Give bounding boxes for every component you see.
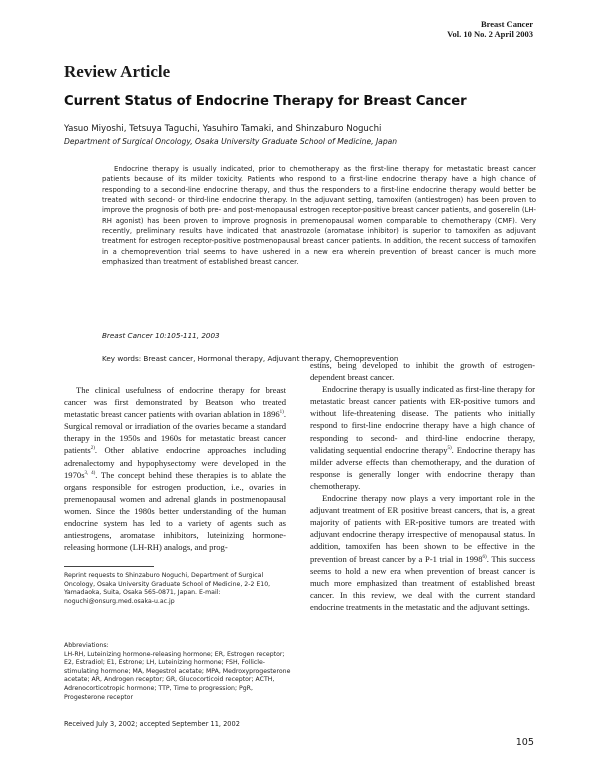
authors: Yasuo Miyoshi, Tetsuya Taguchi, Yasuhiro Tamaki, and Shinzaburo Noguchi xyxy=(64,124,382,134)
journal-name: Breast Cancer xyxy=(480,19,533,29)
body-text: . The concept behind these therapies is to ablate the organs responsible for estrogen production, i.e., ovaries in premenopausal women and adrenal glands in postmenopausal women. Since the 1980s better understanding of the human endocrine system has led to a variety of agents such as antiestrogens, aromatase inhibitors, luteinizing hormone-releasing hormone (LH-RH) analogs, and prog- xyxy=(64,469,286,553)
reference-marker: 3, 4) xyxy=(84,470,96,476)
citation: Breast Cancer 10:105-111, 2003 xyxy=(102,331,220,340)
journal-issue: Vol. 10 No. 2 April 2003 xyxy=(447,29,533,39)
affiliation: Department of Surgical Oncology, Osaka University Graduate School of Medicine, Japan xyxy=(64,137,398,146)
keywords: Key words: Breast cancer, Hormonal therapy, Adjuvant therapy, Chemoprevention xyxy=(102,354,399,363)
body-paragraph: estins, being developed to inhibit the growth of estrogen-dependent breast cancer. xyxy=(310,360,535,383)
received-dates: Received July 3, 2002; accepted September 11, 2002 xyxy=(64,720,240,728)
body-text: Endocrine therapy is usually indicated as first-line therapy for metastatic breast cancer patients with ER-positive tumors and without life-threatening disease. The patients who initially respond to first-line endocrine therapy have a high chance of responding to second- and third-line endocrine therapy, validating sequential endocrine therapy xyxy=(310,384,535,455)
body-paragraph xyxy=(310,492,535,613)
abbreviations-note xyxy=(64,642,292,702)
body-paragraph xyxy=(310,383,535,492)
abbreviations-text: LH-RH, Luteinizing hormone-releasing hormone; ER, Estrogen receptor; E2, Estradiol; E1, Estrone; LH, Luteinizing hormone; FSH, Follicle-stimulating hormone; MA, Megestrol acetate; MPA, Medroxyprogesterone acetate; AR, Androgen receptor; GR, Glucocorticoid receptor; ACTH, Adrenocorticotropic hormone; TTP, Time to progression; PgR, Progesterone receptor xyxy=(64,650,291,701)
body-text: . Other ablative endocrine approaches including adrenalectomy and hypophysectomy were developed in the 1970s xyxy=(64,445,286,480)
abbreviations-title: Abbreviations: xyxy=(64,642,109,649)
body-text: Endocrine therapy now plays a very important role in the adjuvant treatment of ER positive breast cancers, that is, a great majority of patients with ER-positive tumors are treated with adjuvant endocrine therapy irrespective of menopausal status. In addition, tamoxifen has been shown to be effective in the prevention of breast cancer by a P-1 trial in 1998 xyxy=(310,493,535,564)
body-right-column xyxy=(310,359,535,613)
body-text: The clinical usefulness of endocrine therapy for breast cancer was first demonstrated by Beatson who treated metastatic breast cancer patients with ovarian ablation in 1896 xyxy=(64,385,286,420)
section-label: Review Article xyxy=(64,62,171,81)
correspondence-note: Reprint requests to Shinzaburo Noguchi, Department of Surgical Oncology, Osaka University Graduate School of Medicine, 2-2 E10, Yamadaoka, Suita, Osaka 565-0871, Japan. E-mail: noguchi@onsurg.med.osaka-u.ac.jp xyxy=(64,572,271,605)
page-number: 105 xyxy=(515,737,534,748)
reference-marker: 6) xyxy=(482,554,487,560)
body-left-column xyxy=(64,384,286,553)
reference-marker: 5) xyxy=(447,445,452,451)
body-paragraph xyxy=(64,384,286,553)
footnote-divider xyxy=(64,566,154,567)
abstract: Endocrine therapy is usually indicated, prior to chemotherapy as the first-line therapy for metastatic breast cancer patients because of its milder toxicity. Patients who respond to a first-line endocrine therapy have a high chance of responding to a second-line endocrine therapy, and thus the responders to a first-line endocrine therapy would better be treated with second- or third-line endocrine therapy. In the adjuvant setting, tamoxifen (antiestrogen) has been proven to improve the prognosis of both pre- and post-menopausal estrogen receptor-positive breast cancer patients, and goserelin (LH-RH agonist) has been proven to improve prognosis in premenopausal women comparable to chemotherapy (CMF). Very recently, preliminary results have indicated that anastrozole (aromatase inhibitor) is superior to tamoxifen as adjuvant treatment for estrogen receptor-positive postmenopausal breast cancer patients. In addition, the recent success of tamoxifen in a chemoprevention trial seems to have ushered in a new era wherein prevention of breast cancer is much more emphasized than treatment of established breast cancer. xyxy=(102,165,536,267)
article-title: Current Status of Endocrine Therapy for Breast Cancer xyxy=(64,94,467,109)
body-text: . This success seems to hold a new era when prevention of breast cancer is much more emphasized than treatment of established breast cancer. In this review, we deal with the current standard endocrine treatments in the metastatic and the adjuvant settings. xyxy=(310,553,535,612)
body-text: . Endocrine therapy has milder adverse effects than chemotherapy, and the duration of response is generally longer with endocrine therapy than chemotherapy. xyxy=(310,444,535,491)
body-text: . Surgical removal or irradiation of the ovaries became a standard therapy in the 1950s and 1960s for metastatic breast cancer patients xyxy=(64,409,286,456)
reference-marker: 2) xyxy=(90,446,95,452)
reference-marker: 1) xyxy=(279,410,284,416)
